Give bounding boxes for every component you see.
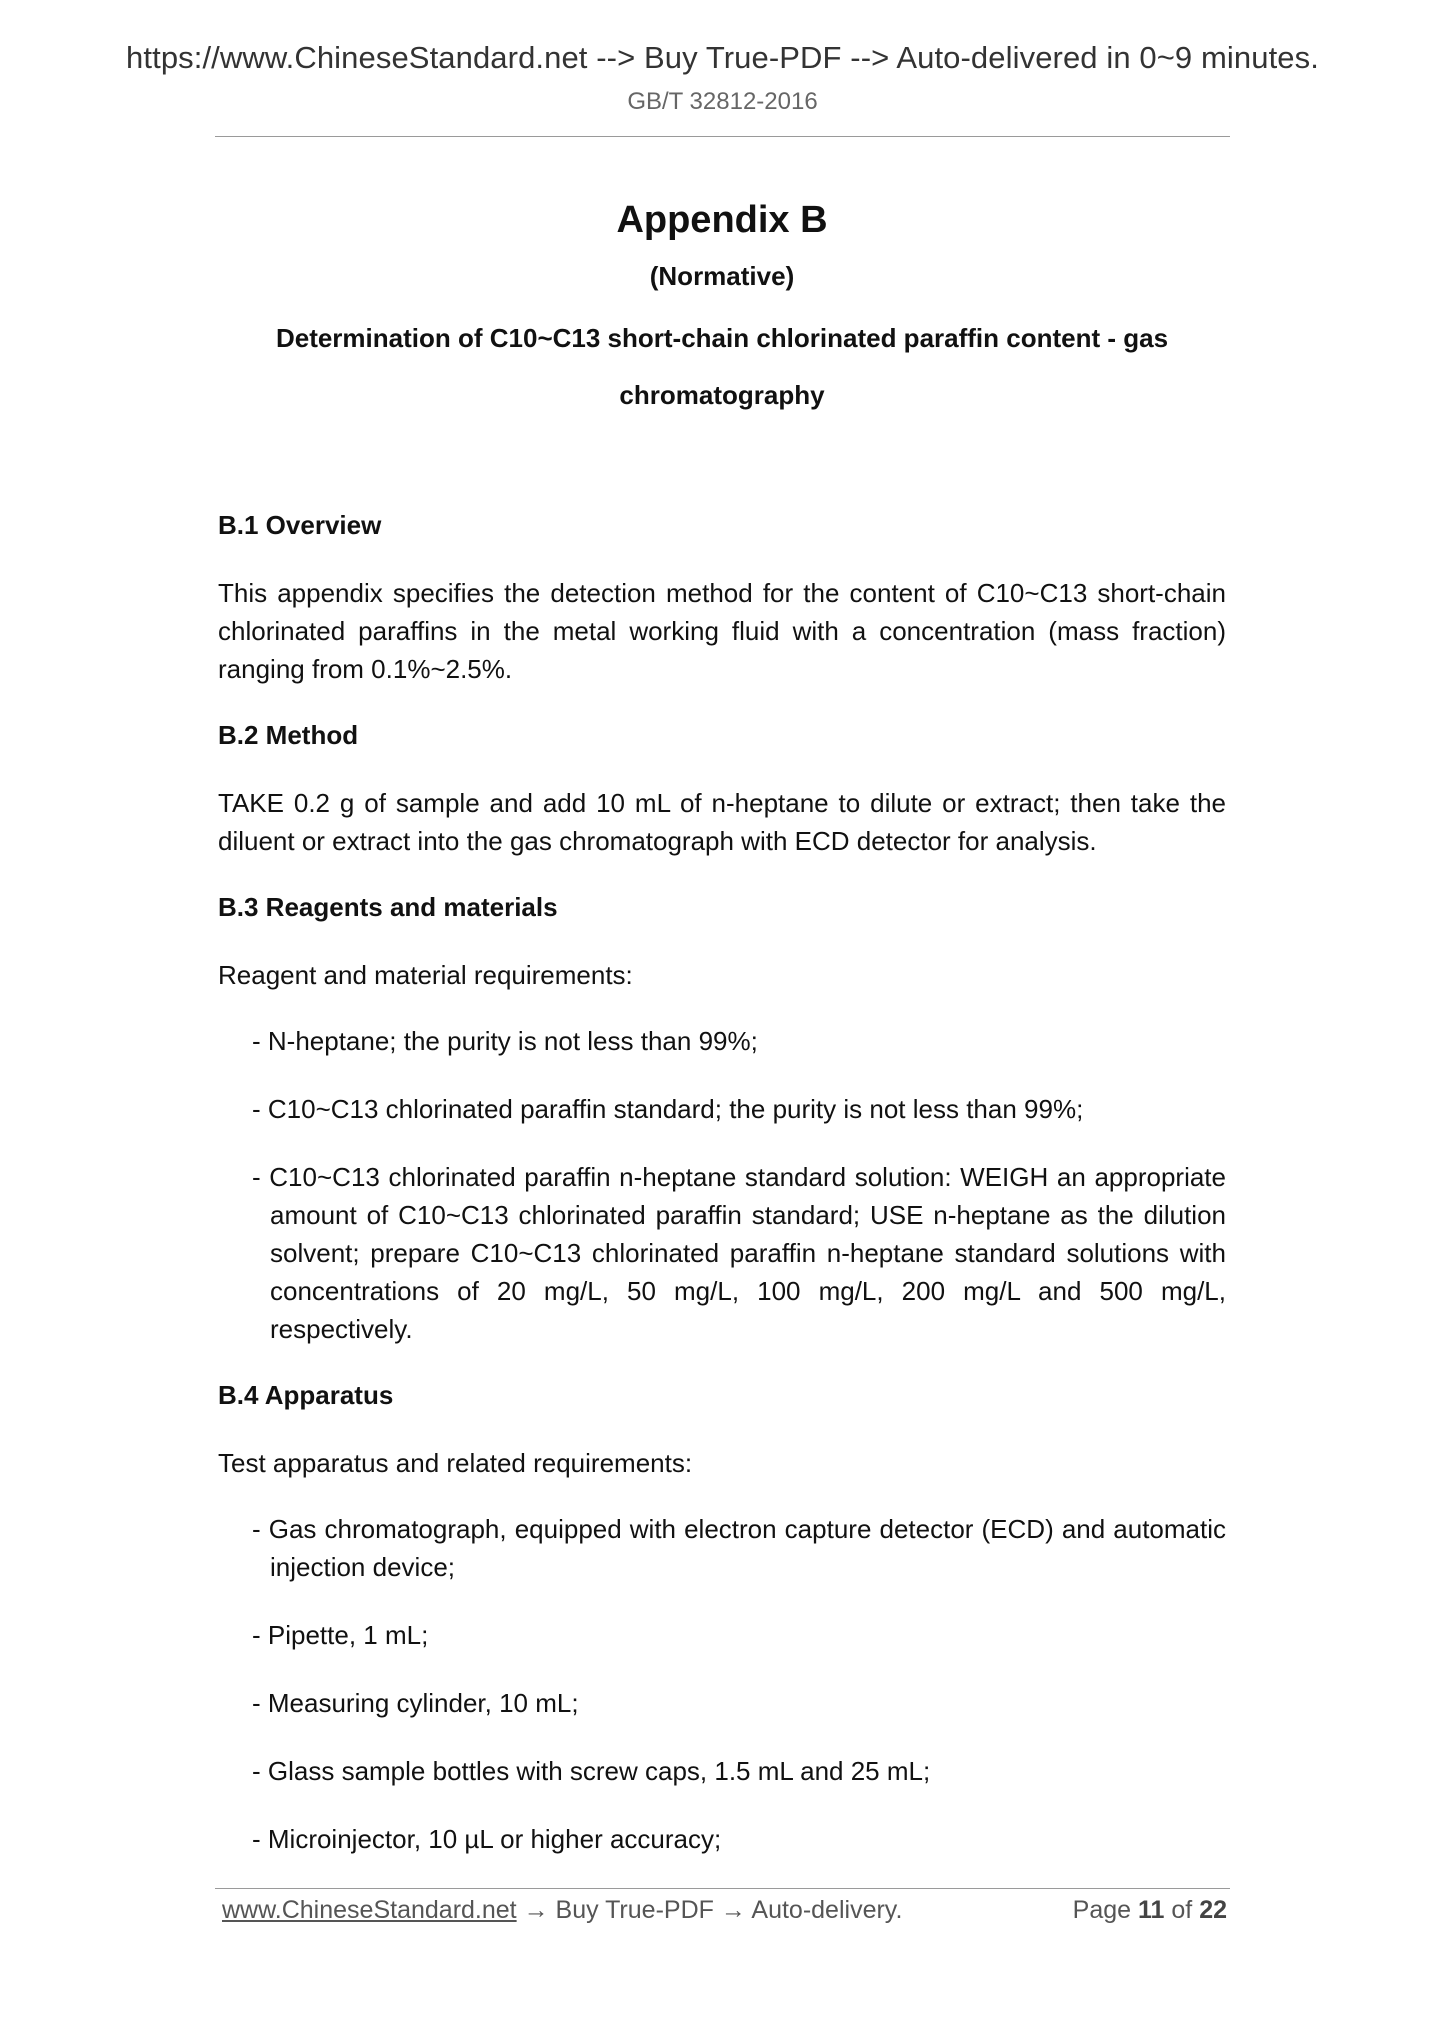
section-text-b1: This appendix specifies the detection method for the content of C10~C13 short-chain chlorinated paraffins in the metal working fluid with a concentration (mass fraction) ranging from 0.1%~2.5%.	[218, 578, 1226, 684]
list-item: - Gas chromatograph, equipped with electron capture detector (ECD) and automatic injection device;	[252, 1514, 1226, 1582]
footer-tagline: → Buy True-PDF → Auto-delivery.	[516, 1896, 903, 1924]
list-item: - Pipette, 1 mL;	[252, 1620, 429, 1650]
section-title-b2: B.2 Method	[218, 720, 359, 750]
section-title-b3: B.3 Reagents and materials	[218, 892, 558, 922]
section-title-b1: B.1 Overview	[218, 510, 382, 540]
current-page: 11	[1137, 1896, 1165, 1924]
footer-site-link[interactable]: www.ChineseStandard.net	[222, 1896, 517, 1924]
list-item: - C10~C13 chlorinated paraffin standard; the purity is not less than 99%;	[252, 1094, 1084, 1124]
list-item: - C10~C13 chlorinated paraffin n-heptane standard solution: WEIGH an appropriate amount of C10~C13 chlorinated paraffin standard; USE n-heptane as the dilution solvent; prepare C10~C13 chlorinated paraffin n-heptane standard solutions with concentrations of 20 mg/L, 50 mg/L, 100 mg/L, 200 mg/L and 500 mg/L, respectively.	[252, 1162, 1226, 1344]
page-word: Page	[1072, 1896, 1132, 1924]
appendix-heading: Determination of C10~C13 short-chain chlorinated paraffin content - gas chromatography	[275, 323, 1169, 410]
total-pages: 22	[1199, 1896, 1227, 1924]
section-title-b4: B.4 Apparatus	[218, 1380, 394, 1410]
section-text-b2: TAKE 0.2 g of sample and add 10 mL of n-heptane to dilute or extract; then take the diluent or extract into the gas chromatograph with ECD detector for analysis.	[218, 788, 1226, 856]
of-word: of	[1171, 1896, 1193, 1924]
standard-code: GB/T 32812-2016	[627, 88, 818, 115]
footer-divider	[215, 1888, 1230, 1889]
list-item: - N-heptane; the purity is not less than 99%;	[252, 1026, 758, 1056]
top-banner[interactable]: https://www.ChineseStandard.net --> Buy True-PDF --> Auto-delivered in 0~9 minutes.	[126, 40, 1319, 75]
section-intro-b3: Reagent and material requirements:	[218, 960, 633, 990]
page-content	[218, 190, 1226, 1858]
section-intro-b4: Test apparatus and related requirements:	[218, 1448, 693, 1478]
appendix-status: (Normative)	[649, 261, 795, 291]
page-number	[1073, 1892, 1227, 1928]
list-item: - Microinjector, 10 µL or higher accuracy;	[252, 1824, 722, 1854]
footer-left	[222, 1896, 902, 1924]
list-item: - Glass sample bottles with screw caps, 1.5 mL and 25 mL;	[252, 1756, 931, 1786]
reagents-list	[218, 1022, 1226, 1348]
appendix-title: Appendix B	[616, 199, 828, 241]
apparatus-list	[218, 1510, 1226, 1858]
header-divider	[215, 136, 1230, 137]
page-footer	[222, 1892, 1227, 1928]
list-item: - Measuring cylinder, 10 mL;	[252, 1688, 579, 1718]
